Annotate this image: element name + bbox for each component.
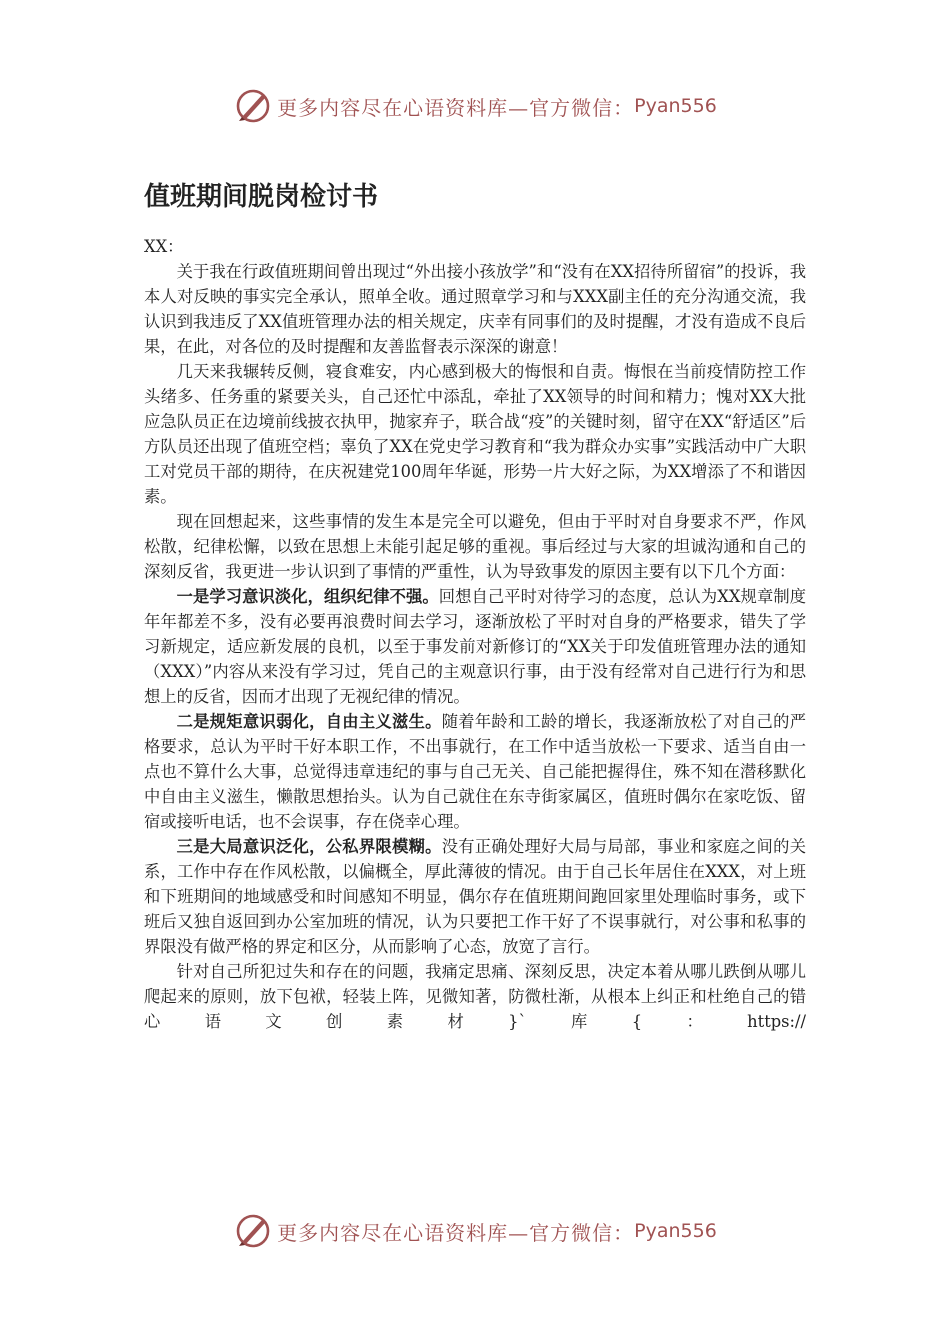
paragraph: [144, 584, 806, 709]
paragraph: [144, 259, 806, 359]
banner-text: 更多内容尽在心语资料库—官方微信：: [277, 95, 635, 120]
document-title: 值班期间脱岗检讨书: [144, 182, 379, 212]
paragraph: [144, 709, 806, 834]
paragraph-text: 现在回想起来，这些事情的发生本是完全可以避免，但由于平时对自身要求不严，作风松散，纪律松懈，以致在思想上未能引起足够的重视。事后经过与大家的坦诚沟通和自己的深刻反省，我更进一步认识到了事情的严重性，认为导致事发的原因主要有以下几个方面：: [144, 512, 806, 581]
paragraph: [144, 509, 806, 584]
paragraph: [144, 959, 806, 1034]
salutation: XX：: [144, 237, 184, 256]
banner-wechat-id: Pyan556: [634, 95, 717, 117]
paragraph-text: 随着年龄和工龄的增长，我逐渐放松了对自己的严格要求，总认为平时干好本职工作，不出事就行，在工作中适当放松一下要求、适当自由一点也不算什么大事，总觉得违章违纪的事与自己无关、自己能把握得住，殊不知在潜移默化中自由主义滋生，懒散思想抬头。认为自己就住在东寺街家属区，值班时偶尔在家吃饭、留宿或接听电话，也不会误事，存在侥幸心理。: [144, 712, 806, 831]
footer-watermark-banner: [0, 1209, 950, 1253]
paragraph: [144, 834, 806, 959]
paragraph-text: 针对自己所犯过失和存在的问题，我痛定思痛、深刻反思，决定本着从哪儿跌倒从哪儿爬起来的原则，放下包袱，轻装上阵，见微知著，防微杜渐，从根本上纠正和杜绝自己的错心语文创素材}`库{：https://: [144, 962, 806, 1031]
paragraph-text: 几天来我辗转反侧，寝食难安，内心感到极大的悔恨和自责。悔恨在当前疫情防控工作头绪多、任务重的紧要关头，自己还忙中添乱，牵扯了XX领导的时间和精力；愧对XX大批应急队员正在边境前线披衣执甲，抛家弃子，联合战“疫”的关键时刻，留守在XX“舒适区”后方队员还出现了值班空档；辜负了XX在党史学习教育和“我为群众办实事”实践活动中广大职工对党员干部的期待，在庆祝建党100周年华诞，形势一片大好之际，为XX增添了不和谐因素。: [144, 362, 806, 506]
paragraph: [144, 359, 806, 509]
paragraph-text: 没有正确处理好大局与局部，事业和家庭之间的关系，工作中存在作风松散，以偏概全，厚此薄彼的情况。由于自己长年居住在XXX，对上班和下班期间的地域感受和时间感知不明显，偶尔存在值班期间跑回家里处理临时事务，或下班后又独自返回到办公室加班的情况，认为只要把工作干好了不误事就行，对公事和私事的界限没有做严格的界定和区分，从而影响了心态，放宽了言行。: [144, 837, 806, 956]
paragraph-heading: 三是大局意识泛化，公私界限模糊。: [176, 837, 442, 856]
pen-logo-icon: [233, 1211, 273, 1251]
paragraph-heading: 二是规矩意识弱化，自由主义滋生。: [176, 712, 442, 731]
banner-text: 更多内容尽在心语资料库—官方微信：: [277, 1220, 635, 1245]
paragraph-text: 回想自己平时对待学习的态度，总认为XX规章制度年年都差不多，没有必要再浪费时间去学习，逐渐放松了平时对自身的严格要求，错失了学习新规定，适应新发展的良机，以至于事发前对新修订的“XX关于印发值班管理办法的通知（XXX）”内容从来没有学习过，凭自己的主观意识行事，由于没有经常对自己进行行为和思想上的反省，因而才出现了无视纪律的情况。: [144, 587, 806, 706]
pen-logo-icon: [233, 86, 273, 126]
document-body: [144, 234, 806, 1034]
banner-wechat-id: Pyan556: [634, 1220, 717, 1242]
paragraph-text: 关于我在行政值班期间曾出现过“外出接小孩放学”和“没有在XX招待所留宿”的投诉，我本人对反映的事实完全承认，照单全收。通过照章学习和与XXX副主任的充分沟通交流，我认识到我违反了XX值班管理办法的相关规定，庆幸有同事们的及时提醒，才没有造成不良后果，在此，对各位的及时提醒和友善监督表示深深的谢意！: [144, 262, 806, 356]
paragraph-heading: 一是学习意识淡化，组织纪律不强。: [176, 587, 439, 606]
header-watermark-banner: [0, 84, 950, 128]
